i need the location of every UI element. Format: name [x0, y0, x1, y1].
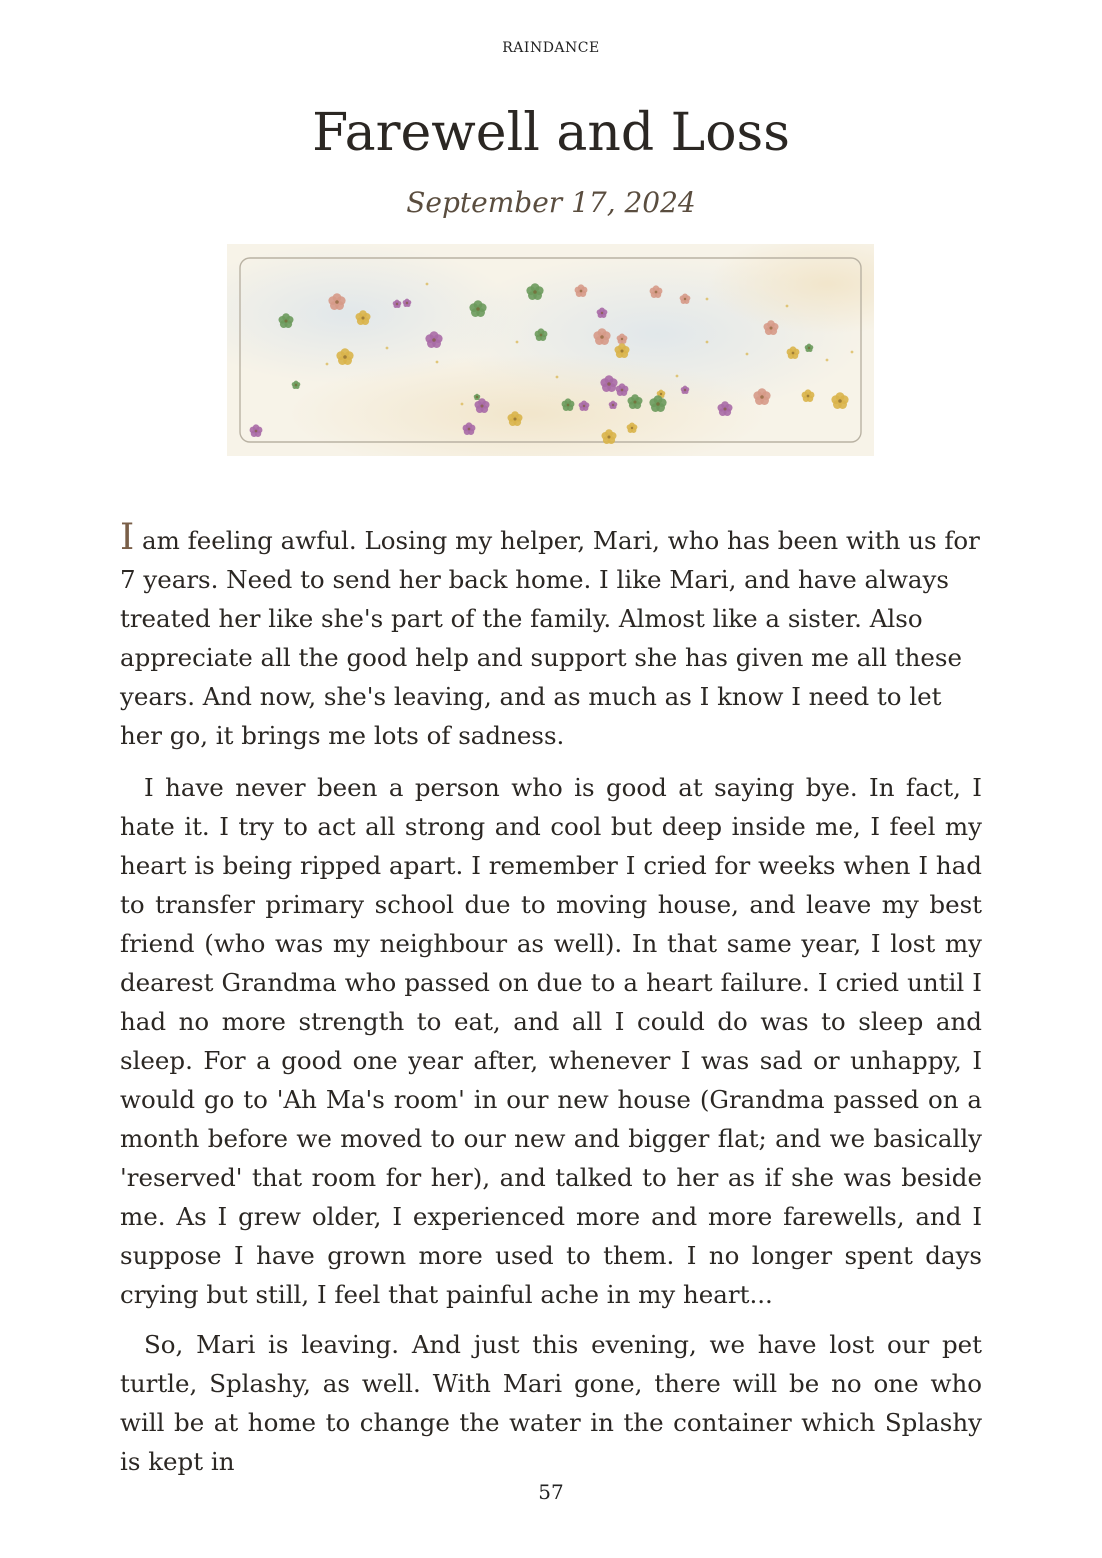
entry-body	[120, 517, 982, 1481]
paragraph-1-text: am feeling awful. Losing my helper, Mari, who has been with us for 7 years. Need to send her back home. I like Mari, and have always treated her like she's part of the family. Almost like a sister. Also appreciate all the good help and support she has given me all these years. And now, she's leaving, and as much as I know I need to let her go, it brings me lots of sadness.	[120, 526, 980, 750]
running-head: RAINDANCE	[502, 40, 600, 56]
drop-cap: I	[120, 517, 135, 558]
floral-banner-illustration	[227, 244, 874, 456]
paragraph-3: So, Mari is leaving. And just this evening, we have lost our pet turtle, Splashy, as well. With Mari gone, there will be no one who will be at home to change the water in the container which Splashy is kept in	[120, 1330, 982, 1476]
page-number: 57	[538, 1480, 564, 1504]
paragraph-2: I have never been a person who is good at saying bye. In fact, I hate it. I try to act all strong and cool but deep inside me, I feel my heart is being ripped apart. I remember I cried for weeks when I had to transfer primary school due to moving house, and leave my best friend (who was my neighbour as well). In that same year, I lost my dearest Grandma who passed on due to a heart failure. I cried until I had no more strength to eat, and all I could do was to sleep and sleep. For a good one year after, whenever I was sad or unhappy, I would go to 'Ah Ma's room' in our new house (Grandma passed on a month before we moved to our new and bigger flat; and we basically 'reserved' that room for her), and talked to her as if she was beside me. As I grew older, I experienced more and more farewells, and I suppose I have grown more used to them. I no longer spent days crying but still, I feel that painful ache in my heart...	[120, 773, 982, 1309]
entry-date: September 17, 2024	[406, 186, 696, 219]
paragraph-1	[120, 517, 982, 755]
page-title: Farewell and Loss	[312, 103, 790, 163]
